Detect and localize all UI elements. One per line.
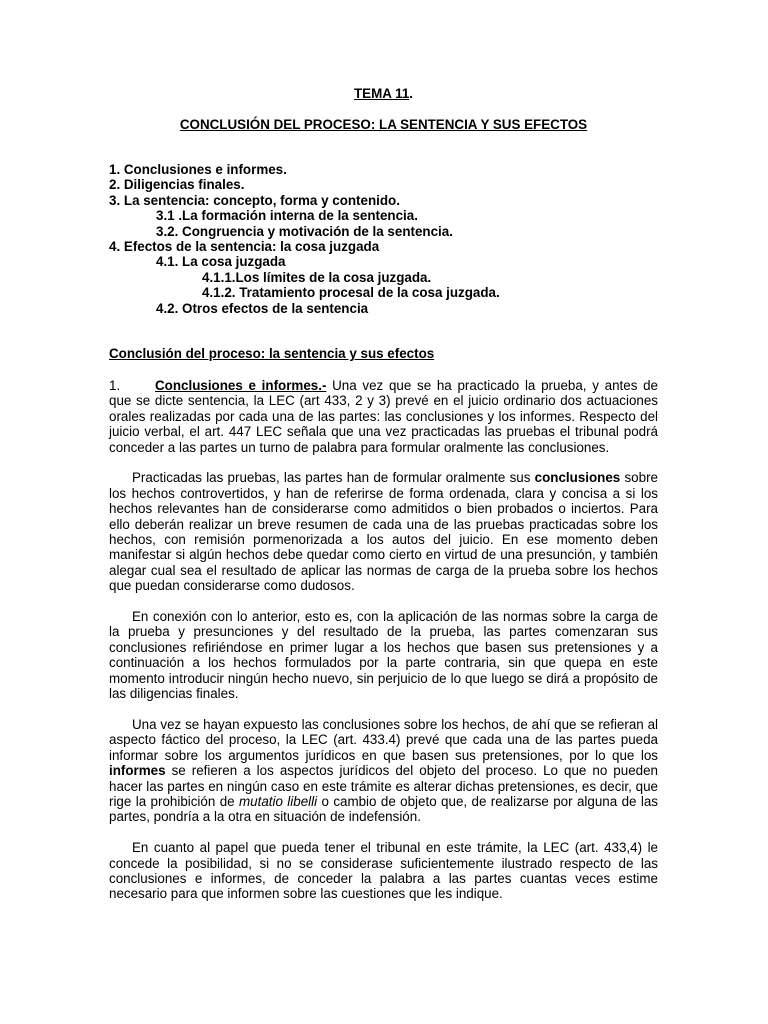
paragraph-informes xyxy=(109,717,658,825)
paragraph-emphasis: conclusiones xyxy=(534,470,621,486)
toc-item: 4. Efectos de la sentencia: la cosa juzgada xyxy=(109,239,380,255)
toc-item: 4.1. La cosa juzgada xyxy=(156,254,286,270)
paragraph-text: Practicadas las pruebas, las partes han de formular oralmente sus xyxy=(132,470,535,486)
document-subtitle: CONCLUSIÓN DEL PROCESO: LA SENTENCIA Y SUS EFECTOS xyxy=(179,117,588,132)
paragraph-text: Una vez que se ha practicado la prueba, y antes de que se dicte sentencia, la LEC (art 433, 2 y 3) prevé en el juicio ordinario dos actuaciones orales realizadas por cada una de las partes: las conclusiones y los informes. Respecto del juicio verbal, el art. 447 LEC señala que una vez practicadas las pruebas el tribunal podrá conceder a las partes un turno de palabra para formular oralmente las conclusiones. xyxy=(109,378,658,455)
paragraph-text: o cambio de objeto que, de realizarse por alguna de las partes, pondría a la otra en situación de indefensión. xyxy=(109,793,658,825)
paragraph-conclusiones xyxy=(109,378,658,455)
paragraph-text: Una vez se hayan expuesto las conclusiones sobre los hechos, de ahí que se refieran al aspecto fáctico del proceso, la LEC (art. 433.4) prevé que cada una de las partes pueda informar sobre los argumentos jurídicos en que basen sus pretensiones, por lo que los xyxy=(109,716,658,763)
toc-item: 4.1.2. Tratamiento procesal de la cosa juzgada. xyxy=(202,285,500,301)
title-text: TEMA 11 xyxy=(353,86,410,101)
document-title xyxy=(109,86,658,102)
paragraph-number: 1. xyxy=(109,378,121,393)
paragraph-heading: Conclusiones e informes.- xyxy=(155,378,327,393)
section-heading: Conclusión del proceso: la sentencia y sus efectos xyxy=(109,346,435,361)
toc-item: 1. Conclusiones e informes. xyxy=(109,162,287,177)
toc-item: 3. La sentencia: concepto, forma y contenido. xyxy=(109,192,400,208)
paragraph-tribunal: En cuanto al papel que pueda tener el tribunal en este trámite, la LEC (art. 433,4) le concede la posibilidad, si no se considerase suficientemente ilustrado respecto de las conclusiones e informes, de conceder la palabra a las partes cuantas veces estime necesario para que informen sobre las cuestiones que les indique. xyxy=(109,840,658,902)
toc-item: 3.1 .La formación interna de la sentencia. xyxy=(156,208,418,224)
paragraph-text: sobre los hechos controvertidos, y han de referirse de forma ordenada, clara y concisa a si los hechos relevantes han de considerarse como admitidos o bien probados o inciertos. Para ello deberán realizar un breve resumen de cada una de las pruebas practicadas sobre los hechos, con remisión pormenorizada a los autos del juicio. En ese momento deben manifestar si algún hechos debe quedar como cierto en virtud de una presunción, y también alegar cual sea el resultado de aplicar las normas de carga de la prueba sobre los hechos que puedan considerarse como dudosos. xyxy=(109,470,658,594)
title-suffix: . xyxy=(409,86,414,101)
toc-item: 3.2. Congruencia y motivación de la sentencia. xyxy=(156,223,453,239)
toc-item: 2. Diligencias finales. xyxy=(109,177,245,193)
toc-item: 4.1.1.Los límites de la cosa juzgada. xyxy=(202,269,432,285)
body-text xyxy=(109,378,658,917)
toc-item: 4.2. Otros efectos de la sentencia xyxy=(156,300,369,316)
table-of-contents xyxy=(109,162,658,316)
paragraph-emphasis: informes xyxy=(109,763,166,779)
paragraph-conexion: En conexión con lo anterior, esto es, con la aplicación de las normas sobre la carga de la prueba y presunciones y del resultado de la prueba, las partes comenzaran sus conclusiones refiriéndose en primer lugar a los hechos que basen sus pretensiones y a continuación a los hechos formulados por la parte contraria, sin que quepa en este momento introducir ningún hecho nuevo, sin perjuicio de lo que luego se dirá a propósito de las diligencias finales. xyxy=(109,609,658,702)
paragraph-text: se refieren a los aspectos jurídicos del objeto del proceso. Lo que no pueden hacer las partes en ningún caso en este trámite es alterar dichas pretensiones, es decir, que rige la prohibición de xyxy=(109,763,658,809)
paragraph-italic: mutatio libelli xyxy=(239,793,318,809)
paragraph-pruebas xyxy=(109,470,658,593)
